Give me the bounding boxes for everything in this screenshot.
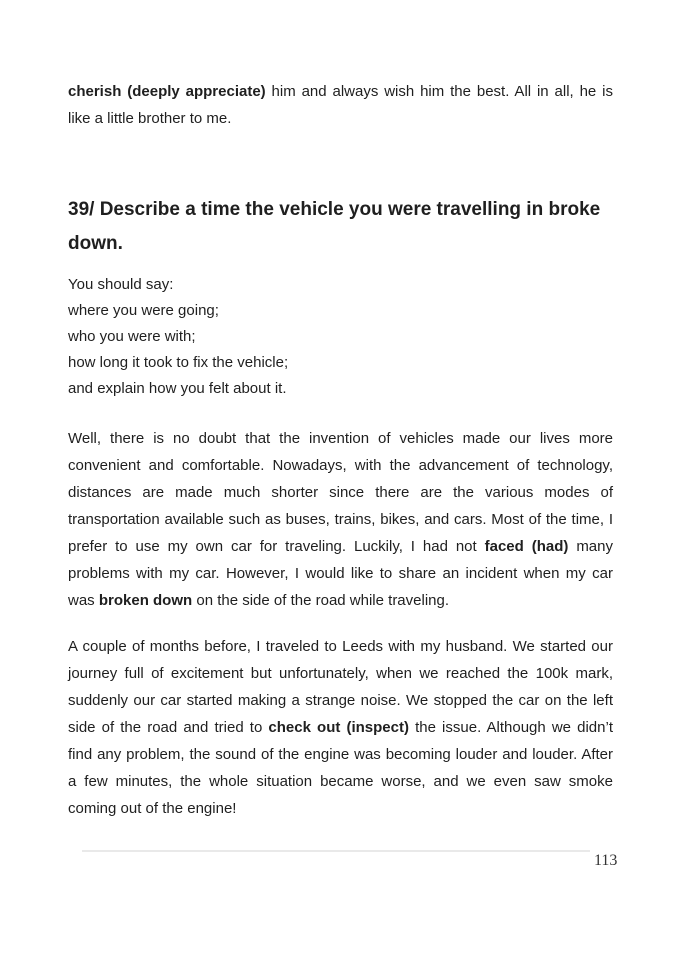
cue-card-point: and explain how you felt about it. bbox=[68, 380, 287, 397]
cue-card-point: where you were going; bbox=[68, 302, 219, 319]
answer-paragraph-1: Well, there is no doubt that the invention of vehicles made our lives more convenient and comfortable. Nowadays, with the advancement of technology, distances are made much shorter since there are the various modes of transportation available such as buses, trains, bikes, and cars. Most of the time, I prefer to use my own car for traveling. Luckily, I had not faced (had) many problems with my car. However, I would like to share an incident when my car was broken down on the side of the road while traveling. bbox=[68, 430, 613, 609]
cue-card bbox=[68, 272, 613, 402]
page-content bbox=[68, 78, 613, 822]
footer-rule bbox=[82, 850, 590, 852]
cue-card-intro: You should say: bbox=[68, 276, 174, 293]
topic-heading: 39/ Describe a time the vehicle you were travelling in broke down. bbox=[68, 199, 601, 254]
page-number: 113 bbox=[594, 852, 618, 869]
cue-card-point: who you were with; bbox=[68, 328, 196, 345]
cue-card-point: how long it took to fix the vehicle; bbox=[68, 354, 289, 371]
answer-paragraph-2: A couple of months before, I traveled to Leeds with my husband. We started our journey full of excitement but unfortunately, when we reached the 100k mark, suddenly our car started making a strange noise. We stopped the car on the left side of the road and tried to check out (inspect) the issue. Although we didn’t find any problem, the sound of the engine was becoming louder and louder. After a few minutes, the whole situation became worse, and we even saw smoke coming out of the engine! bbox=[68, 638, 613, 817]
closing-paragraph: cherish (deeply appreciate) him and always wish him the best. All in all, he is like a little brother to me. bbox=[68, 83, 613, 127]
